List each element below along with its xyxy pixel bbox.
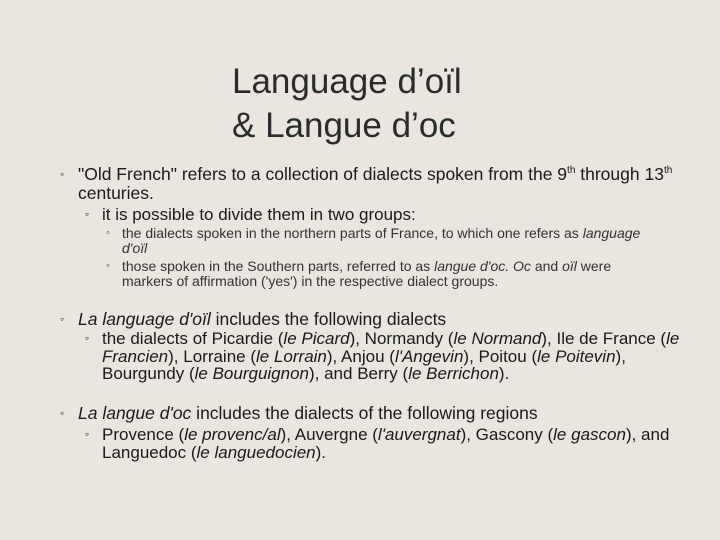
bullet-item-old-french: ◦ "Old French" refers to a collection of dialects spoken from the 9th through 13th centuries. — [60, 164, 673, 203]
bullet-item-doil-dialects: ◦ the dialects of Picardie (le Picard), Normandy (le Normand), Ile de France (le Francien), Lorraine (le Lorrain), Anjou (l'Angevin), Poitou (le Poitevin), Bourgundy (le Bourguignon), and Berry (le Berrichon). — [85, 329, 680, 383]
title-line-1: Language d’oïl — [232, 62, 462, 101]
bullet-icon: ◦ — [60, 167, 65, 181]
bullet-item-northern-dialects: ◦ the dialects spoken in the northern parts of France, to which one refers as language d'oïl — [106, 225, 641, 256]
bullet-icon: ◦ — [106, 260, 110, 272]
bullet-icon: ◦ — [85, 207, 90, 221]
bullet-item-langue-doc: ◦ La langue d'oc includes the dialects of the following regions — [60, 403, 538, 423]
bullet-item-two-groups: ◦ it is possible to divide them in two groups: — [85, 205, 416, 224]
bullet-icon: ◦ — [85, 427, 90, 441]
bullet-icon: ◦ — [106, 227, 110, 239]
bullet-item-southern-dialects: ◦ those spoken in the Southern parts, referred to as langue d'oc. Oc and oïl were markers of affirmation ('yes') in the respective dialect groups. — [106, 258, 612, 289]
bullet-icon: ◦ — [60, 406, 65, 420]
bullet-item-langue-doil: ◦ La language d'oïl includes the following dialects — [60, 309, 447, 329]
bullet-icon: ◦ — [60, 312, 65, 326]
bullet-item-doc-regions: ◦ Provence (le provenc/al), Auvergne (l'auvergnat), Gascony (le gascon), and Languedoc (le languedocien). — [85, 425, 670, 462]
title-line-2: & Langue d’oc — [232, 106, 456, 145]
slide-title — [232, 60, 672, 148]
bullet-icon: ◦ — [85, 331, 90, 345]
